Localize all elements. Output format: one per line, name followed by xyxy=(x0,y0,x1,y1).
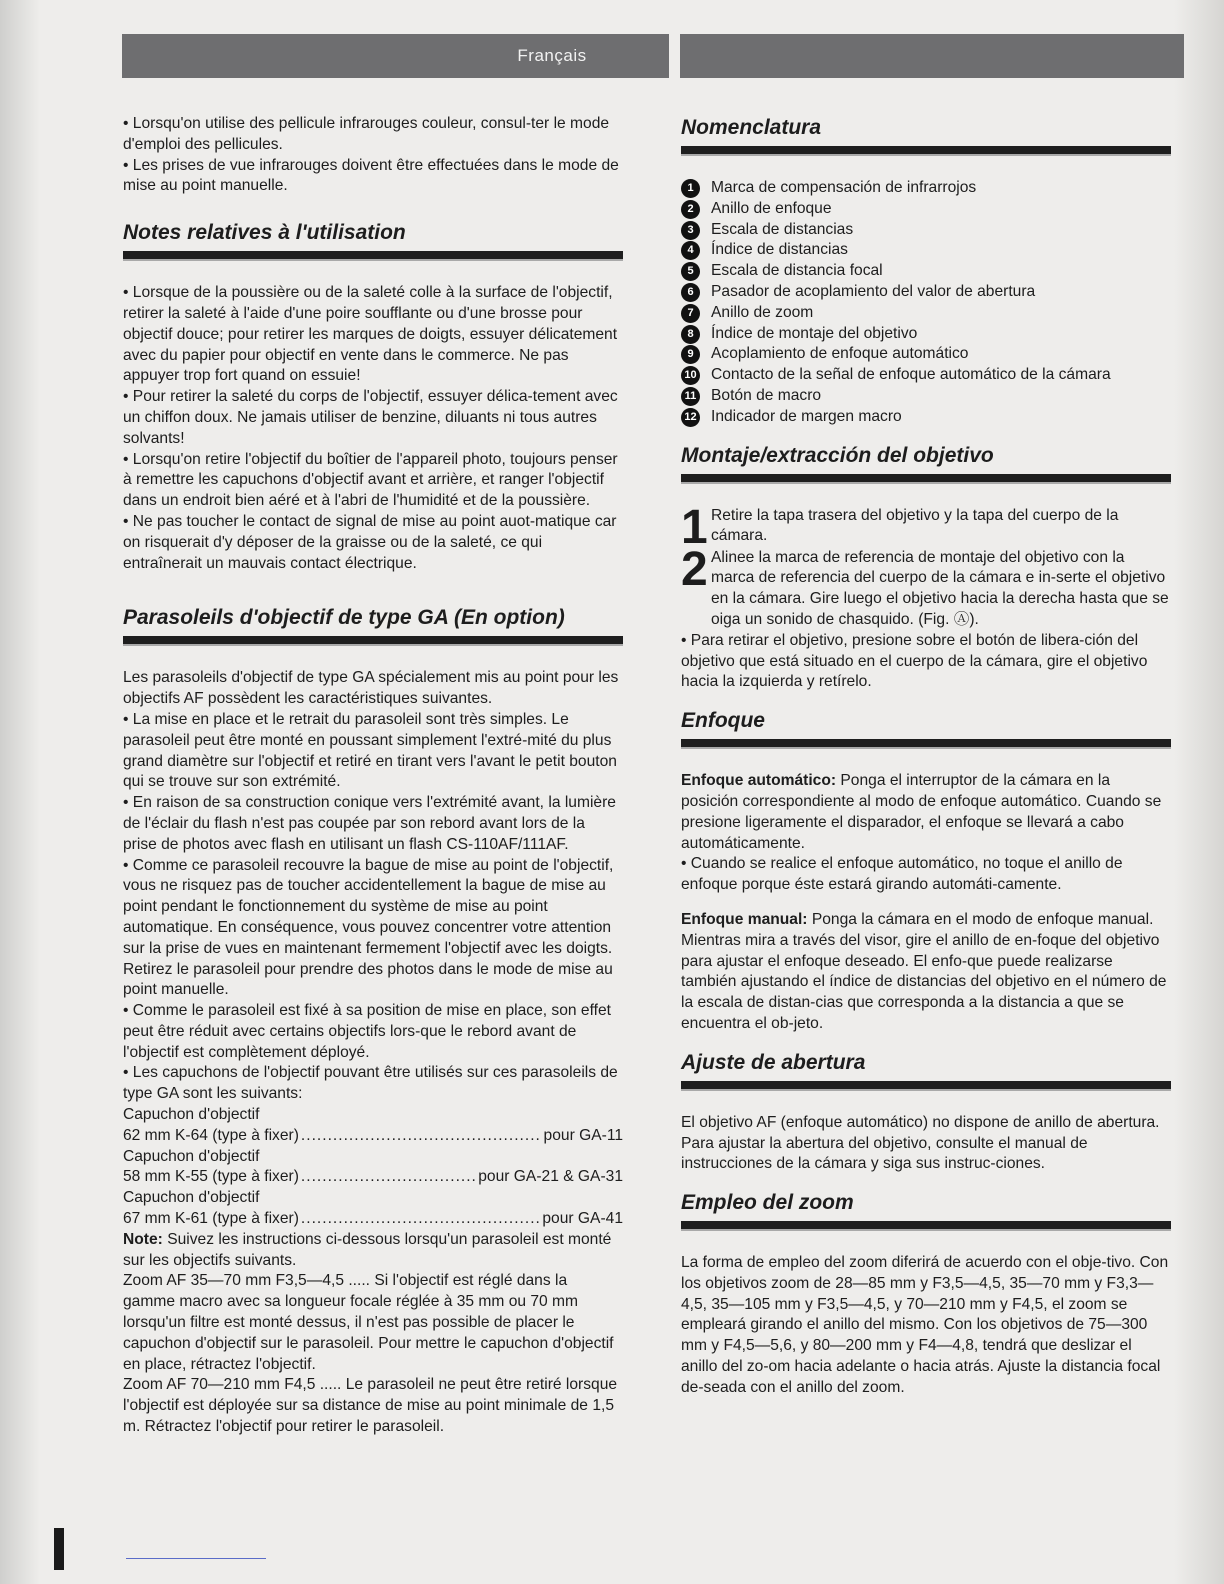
cap-row xyxy=(123,1126,623,1147)
zoom-note: Zoom AF 70—210 mm F4,5 ..... Le parasoleil ne peut être retiré lorsque l'objectif est déployée sur sa distance de mise au point minimale de 1,5 m. Rétractez l'objectif pour retirer le parasoleil. xyxy=(123,1376,618,1436)
right-column xyxy=(681,114,1171,1399)
dot-leader xyxy=(301,1209,540,1230)
intro-paragraph: • Les prises de vue infrarouges doivent être effectuées dans le mode de mise au point manuelle. xyxy=(123,156,619,195)
nomenclature-label: Contacto de la señal de enfoque automático de la cámara xyxy=(711,366,1111,384)
section-rule xyxy=(681,1081,1171,1091)
nomenclature-item xyxy=(681,261,1171,282)
section-title-nomenclatura: Nomenclatura xyxy=(681,116,822,139)
nomenclature-label: Marca de compensación de infrarrojos xyxy=(711,179,977,196)
enfoque-auto-text: Ponga el interruptor de la cámara en la posición correspondiente al modo de enfoque automático. Cuando se presione ligeramente el disparador, el enfoque se llevará a cabo automáticamente. xyxy=(681,772,1162,852)
cap-row xyxy=(123,1167,623,1188)
notes-item: • Ne pas toucher le contact de signal de mise au point auot-matique car on risquerait d'y déposer de la graisse ou de la saleté, ce qui entraînerait un mauvais contact électrique. xyxy=(123,512,617,572)
parasoleils-paragraph: • Les capuchons de l'objectif pouvant être utilisés sur ces parasoleils de type GA sont les suivants: xyxy=(123,1064,618,1103)
number-badge: 3 xyxy=(681,221,700,240)
section-title-abertura: Ajuste de abertura xyxy=(681,1050,866,1074)
number-badge: 8 xyxy=(681,325,700,344)
cap-value: pour GA-21 & GA-31 xyxy=(478,1168,623,1186)
dot-leader xyxy=(301,1167,476,1188)
number-badge: 7 xyxy=(681,304,700,323)
nomenclature-item xyxy=(681,365,1171,386)
notes-item: • Lorsque de la poussière ou de la saleté colle à la surface de l'objectif, retirer la saleté à l'aide d'une poire soufflante ou d'une brosse pour objectif douce; pour retirer les marques de doigts, essuyer délicatement avec du papier pour objectif en vente dans le commerce. Ne pas appuyer trop fort quand on essuie! xyxy=(123,284,618,385)
nomenclature-item xyxy=(681,282,1171,303)
section-rule xyxy=(681,146,1171,156)
section-rule xyxy=(681,739,1171,749)
step-2 xyxy=(681,542,1171,631)
nomenclature-label: Índice de distancias xyxy=(711,241,848,259)
nomenclature-label: Anillo de enfoque xyxy=(711,199,832,217)
step-number: 1 xyxy=(681,500,708,554)
number-badge: 9 xyxy=(681,345,700,364)
montaje-bullet: • Para retirar el objetivo, presione sobre el botón de libera-ción del objetivo que está situado en el cuerpo de la cámara, gire el objetivo hacia la izquierda y retírelo. xyxy=(681,631,1148,691)
section-rule xyxy=(681,474,1171,484)
number-badge: 11 xyxy=(681,387,700,406)
parasoleils-paragraph: • En raison de sa construction conique vers l'extrémité avant, la lumière de l'éclair du flash n'est pas coupée par son rebord avant lors de la prise de photos avec flash en utilisant un flash CS-110AF/111AF. xyxy=(123,794,616,853)
enfoque-auto-bullet: • Cuando se realice el enfoque automático, no toque el anillo de enfoque porque éste estará girando automáti-camente. xyxy=(681,855,1123,894)
number-badge: 5 xyxy=(681,262,700,281)
footer-rule xyxy=(126,1558,266,1559)
nomenclature-label: Indicador de margen macro xyxy=(711,407,902,425)
nomenclature-item xyxy=(681,303,1171,324)
abertura-text: El objetivo AF (enfoque automático) no dispone de anillo de abertura. Para ajustar la abertura del objetivo, consulte el manual de instrucciones de la cámara y siga sus instruc-ciones. xyxy=(681,1113,1160,1173)
cap-label: 67 mm K-61 (type à fixer) xyxy=(123,1210,299,1228)
cap-heading: Capuchon d'objectif xyxy=(123,1106,260,1124)
nomenclature-label: Escala de distancia focal xyxy=(711,262,883,280)
parasoleils-paragraph: Les parasoleils d'objectif de type GA spécialement mis au point pour les objectifs AF possèdent les caractéristiques suivantes. xyxy=(123,669,619,708)
cap-value: pour GA-11 xyxy=(543,1126,623,1144)
section-rule xyxy=(681,1221,1171,1231)
nomenclature-item xyxy=(681,407,1171,428)
cap-heading: Capuchon d'objectif xyxy=(123,1147,260,1165)
page-edge-left xyxy=(0,0,40,1584)
notes-item: • Pour retirer la saleté du corps de l'objectif, essuyer délica-tement avec un chiffon doux. Ne jamais utiliser de benzine, diluants ni tous autres solvants! xyxy=(123,388,618,447)
language-label: Français xyxy=(517,46,587,65)
nomenclature-item xyxy=(681,324,1171,345)
left-column xyxy=(123,114,623,1438)
nomenclature-item xyxy=(681,386,1171,407)
nomenclature-item xyxy=(681,199,1171,220)
note-text: Suivez les instructions ci-dessous lorsqu'un parasoleil est monté sur les objectifs suivants. xyxy=(123,1230,612,1269)
header-bar-right xyxy=(680,34,1184,78)
enfoque-manual-label: Enfoque manual: xyxy=(681,910,808,928)
nomenclature-item xyxy=(681,178,1171,199)
section-rule xyxy=(123,636,623,646)
number-badge: 1 xyxy=(681,179,700,198)
nomenclature-list xyxy=(681,178,1171,428)
enfoque-manual xyxy=(681,910,1171,1035)
header-bar-left xyxy=(122,34,669,78)
parasoleils-paragraph: • Comme le parasoleil est fixé à sa position de mise en place, son effet peut être réduit avec certains objectifs lors-que le rebord avant de l'objectif est complètement déployé. xyxy=(123,1002,611,1061)
intro-paragraph: • Lorsqu'on utilise des pellicule infrarouges couleur, consul-ter le mode d'emploi des pellicules. xyxy=(123,115,610,153)
number-badge: 6 xyxy=(681,283,700,302)
section-title-zoom: Empleo del zoom xyxy=(681,1191,854,1215)
number-badge: 2 xyxy=(681,200,700,219)
cap-heading: Capuchon d'objectif xyxy=(123,1189,260,1207)
enfoque-manual-text: Ponga la cámara en el modo de enfoque manual. Mientras mira a través del visor, gire el anillo de en-foque del objetivo para ajustar el enfoque deseado. El enfo-que puede realizarse también ajustando el índice de distancias del objetivo en el número de la escala de distan-cias que corresponda a la distancia a que se encuentra el ob-jeto. xyxy=(681,910,1167,1032)
nomenclature-label: Escala de distancias xyxy=(711,220,854,238)
number-badge: 12 xyxy=(681,408,700,427)
step-text: Alinee la marca de referencia de montaje del objetivo con la marca de referencia del cuerpo de la cámara e in-serte el objetivo en la cámara. Gire luego el objetivo hacia la derecha hasta que se oiga un sonido de chasquido. (Fig. Ⓐ). xyxy=(711,548,1169,628)
step-number: 2 xyxy=(681,542,708,596)
zoom-note: Zoom AF 35—70 mm F3,5—4,5 ..... Si l'objectif est réglé dans la gamme macro avec sa longueur focale réglée à 35 mm ou 70 mm lorsqu'un filtre est monté dessus, il n'est pas possible de placer le capuchon d'objectif sur le parasoleil. Pour mettre le capuchon d'objectif en place, rétractez l'objectif. xyxy=(123,1272,614,1373)
section-title-enfoque: Enfoque xyxy=(681,709,765,733)
corner-mark xyxy=(54,1528,64,1570)
notes-item: • Lorsqu'on retire l'objectif du boîtier de l'appareil photo, toujours penser à remettre les capuchons d'objectif avant et arrière, et ranger l'objectif dans un endroit bien aéré et à l'abri de l'humidité et de la poussière. xyxy=(123,450,618,510)
number-badge: 4 xyxy=(681,241,700,260)
section-rule xyxy=(123,251,623,261)
step-1 xyxy=(681,500,1171,554)
nomenclature-label: Acoplamiento de enfoque automático xyxy=(711,345,969,363)
parasoleils-paragraph: • La mise en place et le retrait du parasoleil sont très simples. Le parasoleil peut être monté en poussant simplement l'extré-mité du plus grand diamètre sur l'objectif et retiré en tirant vers l'avant le petit bouton qui se trouve sur son extrémité. xyxy=(123,710,617,791)
nomenclature-label: Anillo de zoom xyxy=(711,303,814,321)
zoom-text: La forma de empleo del zoom diferirá de acuerdo con el obje-tivo. Con los objetivos zoom de 28—85 mm y F3,5—4,5, 35—70 mm y F3,3—4,5, 35—105 mm y F3,5—4,5, y 70—210 mm y F4,5, el zoom se empleará girando el anillo del mismo. Con los objetivos de 75—300 mm y F4,5—5,6, y 80—200 mm y F4—4,8, tendrá que deslizar el anillo del zo-om hacia adelante o hacia atrás. Ajuste la distancia focal de-seada con el anillo del zoom. xyxy=(681,1254,1169,1396)
number-badge: 10 xyxy=(681,366,700,385)
section-title-montaje: Montaje/extracción del objetivo xyxy=(681,443,994,467)
cap-label: 62 mm K-64 (type à fixer) xyxy=(123,1126,299,1144)
enfoque-auto xyxy=(681,771,1171,854)
section-title-parasoleils: Parasoleils d'objectif de type GA (En option) xyxy=(123,606,565,630)
nomenclature-item xyxy=(681,344,1171,365)
enfoque-auto-label: Enfoque automático: xyxy=(681,772,837,790)
cap-row xyxy=(123,1209,623,1230)
section-title-notes: Notes relatives à l'utilisation xyxy=(123,221,406,245)
nomenclature-item xyxy=(681,240,1171,261)
note-paragraph xyxy=(123,1230,623,1272)
page-edge-right xyxy=(1174,0,1224,1584)
cap-value: pour GA-41 xyxy=(542,1210,623,1228)
nomenclature-item xyxy=(681,220,1171,241)
dot-leader xyxy=(301,1126,542,1147)
parasoleils-paragraph: • Comme ce parasoleil recouvre la bague de mise au point de l'objectif, vous ne risquez pas de toucher accidentellement la bague de mise au point pendant le fonctionnement du système de mise au point automatique. En conséquence, vous pouvez concentrer votre attention sur la prise de vues en maintenant fermement l'objectif avec les doigts. Retirez le parasoleil pour prendre des photos dans le mode de mise au point manuelle. xyxy=(123,856,614,999)
note-label: Note: xyxy=(123,1230,163,1248)
cap-label: 58 mm K-55 (type à fixer) xyxy=(123,1168,299,1186)
nomenclature-label: Índice de montaje del objetivo xyxy=(711,324,918,342)
step-text: Retire la tapa trasera del objetivo y la tapa del cuerpo de la cámara. xyxy=(711,506,1119,545)
nomenclature-label: Botón de macro xyxy=(711,386,822,404)
nomenclature-label: Pasador de acoplamiento del valor de abertura xyxy=(711,282,1036,300)
